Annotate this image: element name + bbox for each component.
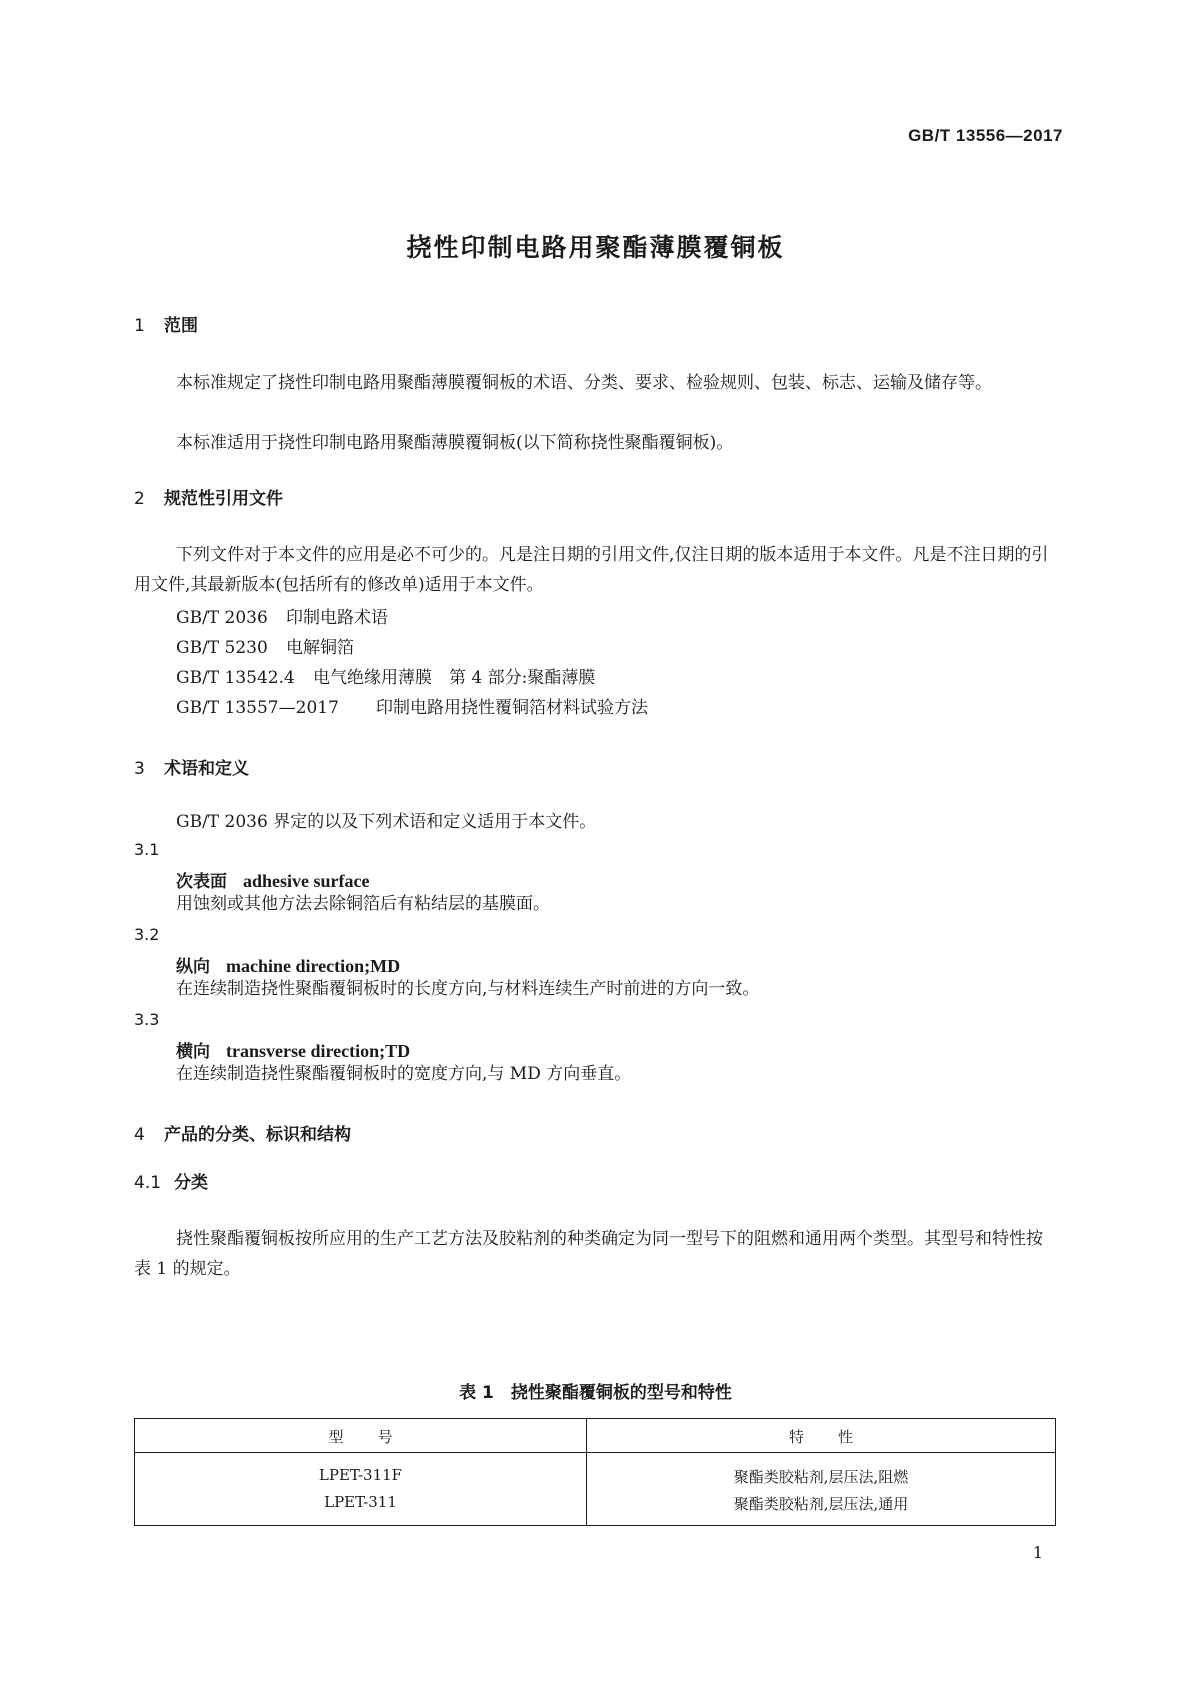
section-1-heading xyxy=(134,311,198,336)
section-2-heading xyxy=(134,484,283,509)
section-title: 范围 xyxy=(164,316,198,336)
table-cell-model: LPET-311 xyxy=(324,1493,397,1511)
term-definition: 在连续制造挠性聚酯覆铜板时的宽度方向,与 MD 方向垂直。 xyxy=(176,1064,632,1084)
section-2-para-1: 下列文件对于本文件的应用是必不可少的。凡是注日期的引用文件,仅注日期的版本适用于本文件。凡是不注日期的引用文件,其最新版本(包括所有的修改单)适用于本文件。 xyxy=(134,545,1049,595)
section-number: 3 xyxy=(134,759,145,779)
term-zh: 横向 xyxy=(176,1042,210,1062)
document-title: 挠性印制电路用聚酯薄膜覆铜板 xyxy=(406,233,785,262)
reference-item xyxy=(176,693,648,718)
section-1-para-1: 本标准规定了挠性印制电路用聚酯薄膜覆铜板的术语、分类、要求、检验规则、包装、标志、运输及储存等。 xyxy=(176,373,992,393)
section-3-intro: GB/T 2036 界定的以及下列术语和定义适用于本文件。 xyxy=(176,812,597,832)
term-number: 3.1 xyxy=(134,840,160,859)
section-4-1-para-1: 挠性聚酯覆铜板按所应用的生产工艺方法及胶粘剂的种类确定为同一型号下的阻燃和通用两个类型。其型号和特性按表 1 的规定。 xyxy=(134,1229,1043,1279)
section-4-heading xyxy=(134,1120,351,1145)
table-cell-model: LPET-311F xyxy=(318,1466,403,1484)
term-en: adhesive surface xyxy=(243,871,370,891)
table-header-model: 型号 xyxy=(328,1428,427,1446)
section-1-para-2: 本标准适用于挠性印制电路用聚酯薄膜覆铜板(以下简称挠性聚酯覆铜板)。 xyxy=(176,433,734,453)
reference-item xyxy=(176,633,354,658)
reference-title: 电气绝缘用薄膜 第 4 部分:聚酯薄膜 xyxy=(313,668,596,688)
section-title: 产品的分类、标识和结构 xyxy=(164,1125,351,1145)
term-en: transverse direction;TD xyxy=(226,1041,411,1061)
section-title: 规范性引用文件 xyxy=(164,489,283,509)
table-1 xyxy=(134,1418,1056,1526)
reference-code: GB/T 2036 xyxy=(176,608,268,628)
reference-item xyxy=(176,663,595,688)
term-definition: 在连续制造挠性聚酯覆铜板时的长度方向,与材料连续生产时前进的方向一致。 xyxy=(176,979,760,999)
table-divider xyxy=(135,1452,1055,1453)
reference-code: GB/T 13557—2017 xyxy=(176,698,339,718)
section-number: 4.1 xyxy=(134,1173,162,1193)
standard-number: GB/T 13556—2017 xyxy=(908,126,1063,145)
reference-item xyxy=(176,603,388,628)
term-definition: 用蚀刻或其他方法去除铜箔后有粘结层的基膜面。 xyxy=(176,894,550,914)
section-number: 4 xyxy=(134,1125,145,1145)
reference-title: 印制电路术语 xyxy=(286,608,388,628)
term-zh: 纵向 xyxy=(176,957,210,977)
section-3-heading xyxy=(134,754,249,779)
term-en: machine direction;MD xyxy=(226,956,401,976)
section-title: 分类 xyxy=(174,1173,208,1193)
table-cell-property: 聚酯类胶粘剂,层压法,阻燃 xyxy=(733,1468,909,1486)
table-header-property: 特性 xyxy=(788,1428,887,1446)
reference-code: GB/T 13542.4 xyxy=(176,668,295,688)
term-number: 3.3 xyxy=(134,1010,160,1029)
table-caption: 表 1 挠性聚酯覆铜板的型号和特性 xyxy=(459,1383,732,1403)
section-4-1-heading xyxy=(134,1168,208,1193)
table-cell-property: 聚酯类胶粘剂,层压法,通用 xyxy=(733,1495,909,1513)
reference-title: 电解铜箔 xyxy=(286,638,354,658)
page-number: 1 xyxy=(1032,1543,1043,1562)
term-number: 3.2 xyxy=(134,925,160,944)
section-number: 1 xyxy=(134,316,145,336)
section-number: 2 xyxy=(134,489,145,509)
reference-code: GB/T 5230 xyxy=(176,638,268,658)
reference-title: 印制电路用挠性覆铜箔材料试验方法 xyxy=(376,698,648,718)
term-zh: 次表面 xyxy=(176,872,227,892)
section-title: 术语和定义 xyxy=(164,759,249,779)
